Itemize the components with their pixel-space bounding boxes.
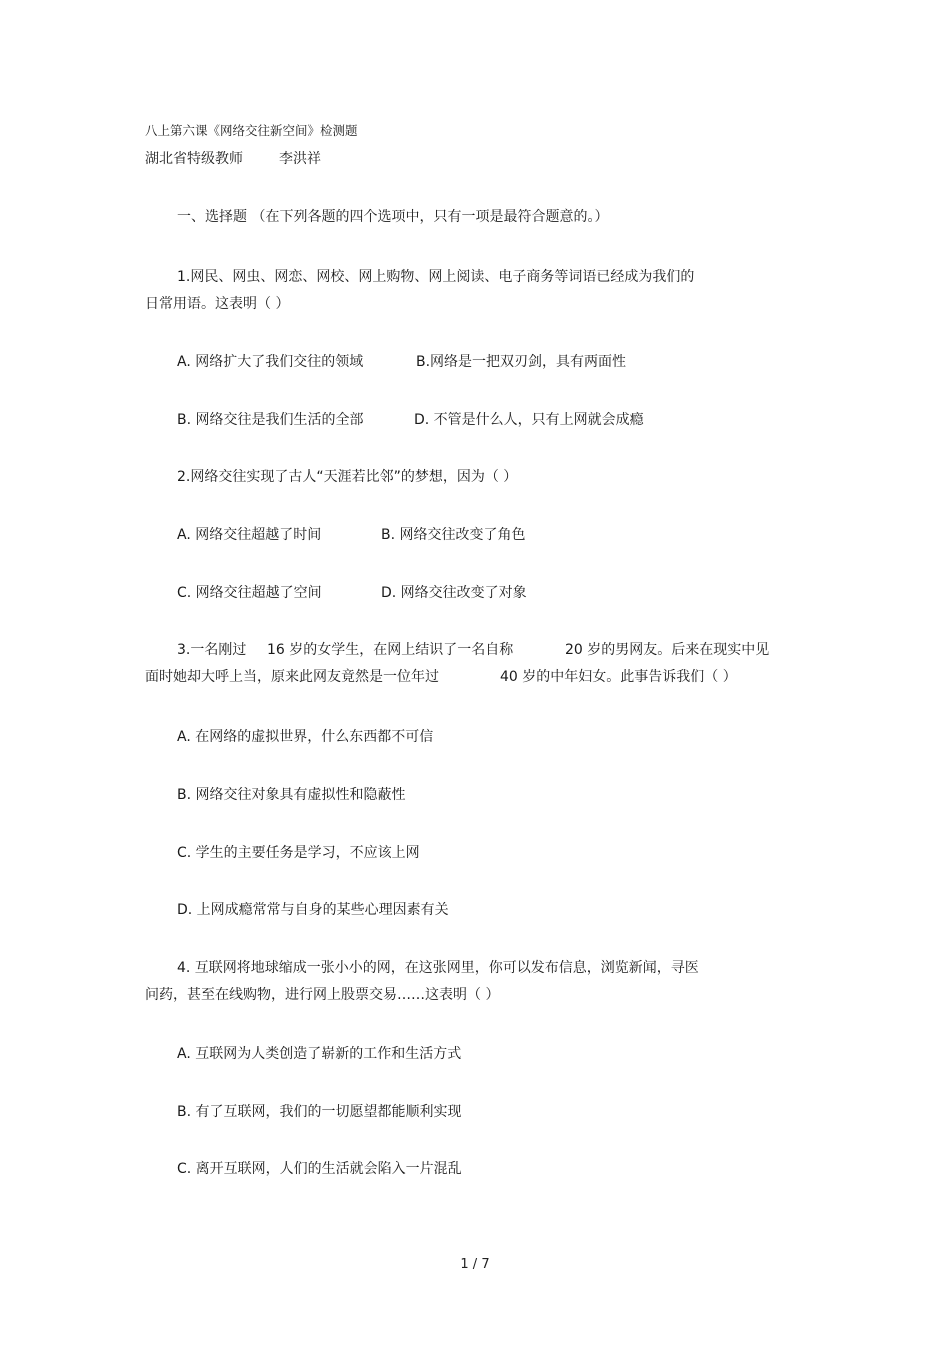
option-b: B. 网络交往改变了角色 — [381, 527, 526, 543]
question-3-option-b: B. 网络交往对象具有虚拟性和隐蔽性 — [177, 787, 406, 803]
stem-part: 40 岁的中年妇女。此事告诉我们（ ） — [500, 669, 737, 685]
question-4-stem-line-2: 问药，甚至在线购物，进行网上股票交易……这表明（ ） — [145, 987, 500, 1003]
question-1-stem-line-2: 日常用语。这表明（ ） — [145, 296, 290, 312]
question-3-option-d: D. 上网成瘾常常与自身的某些心理因素有关 — [177, 902, 449, 918]
stem-part: 20 岁的男网友。后来在现实中见 — [565, 642, 770, 658]
stem-part: 面时她却大呼上当，原来此网友竟然是一位年过 — [145, 669, 439, 685]
author-role: 湖北省特级教师 — [145, 151, 243, 167]
section-heading: 一、选择题 （在下列各题的四个选项中，只有一项是最符合题意的。） — [177, 209, 609, 225]
question-1-stem-line-1: 1.网民、网虫、网恋、网校、网上购物、网上阅读、电子商务等词语已经成为我们的 — [177, 269, 695, 285]
stem-part: 3.一名刚过 — [177, 642, 247, 658]
question-4-option-c: C. 离开互联网，人们的生活就会陷入一片混乱 — [177, 1161, 462, 1177]
question-4-option-a: A. 互联网为人类创造了崭新的工作和生活方式 — [177, 1046, 462, 1062]
document-title: 八上第六课《网络交往新空间》检测题 — [145, 123, 358, 138]
question-2-stem: 2.网络交往实现了古人“天涯若比邻”的梦想，因为（ ） — [177, 469, 518, 485]
author-name: 李洪祥 — [279, 151, 321, 167]
option-c: B. 网络交往是我们生活的全部 — [177, 412, 364, 428]
question-3-option-c: C. 学生的主要任务是学习，不应该上网 — [177, 845, 420, 861]
stem-part: 16 岁的女学生，在网上结识了一名自称 — [267, 642, 514, 658]
option-c: C. 网络交往超越了空间 — [177, 585, 322, 601]
question-4-stem-line-1: 4. 互联网将地球缩成一张小小的网，在这张网里，你可以发布信息，浏览新闻，寻医 — [177, 960, 699, 976]
question-3-option-a: A. 在网络的虚拟世界，什么东西都不可信 — [177, 729, 434, 745]
page-number: 1 / 7 — [460, 1257, 490, 1272]
option-d: D. 网络交往改变了对象 — [381, 585, 527, 601]
option-b: B.网络是一把双刃剑，具有两面性 — [416, 354, 627, 370]
option-a: A. 网络交往超越了时间 — [177, 527, 322, 543]
question-4-option-b: B. 有了互联网，我们的一切愿望都能顺利实现 — [177, 1104, 462, 1120]
option-d: D. 不管是什么人，只有上网就会成瘾 — [414, 412, 644, 428]
option-a: A. 网络扩大了我们交往的领域 — [177, 354, 364, 370]
